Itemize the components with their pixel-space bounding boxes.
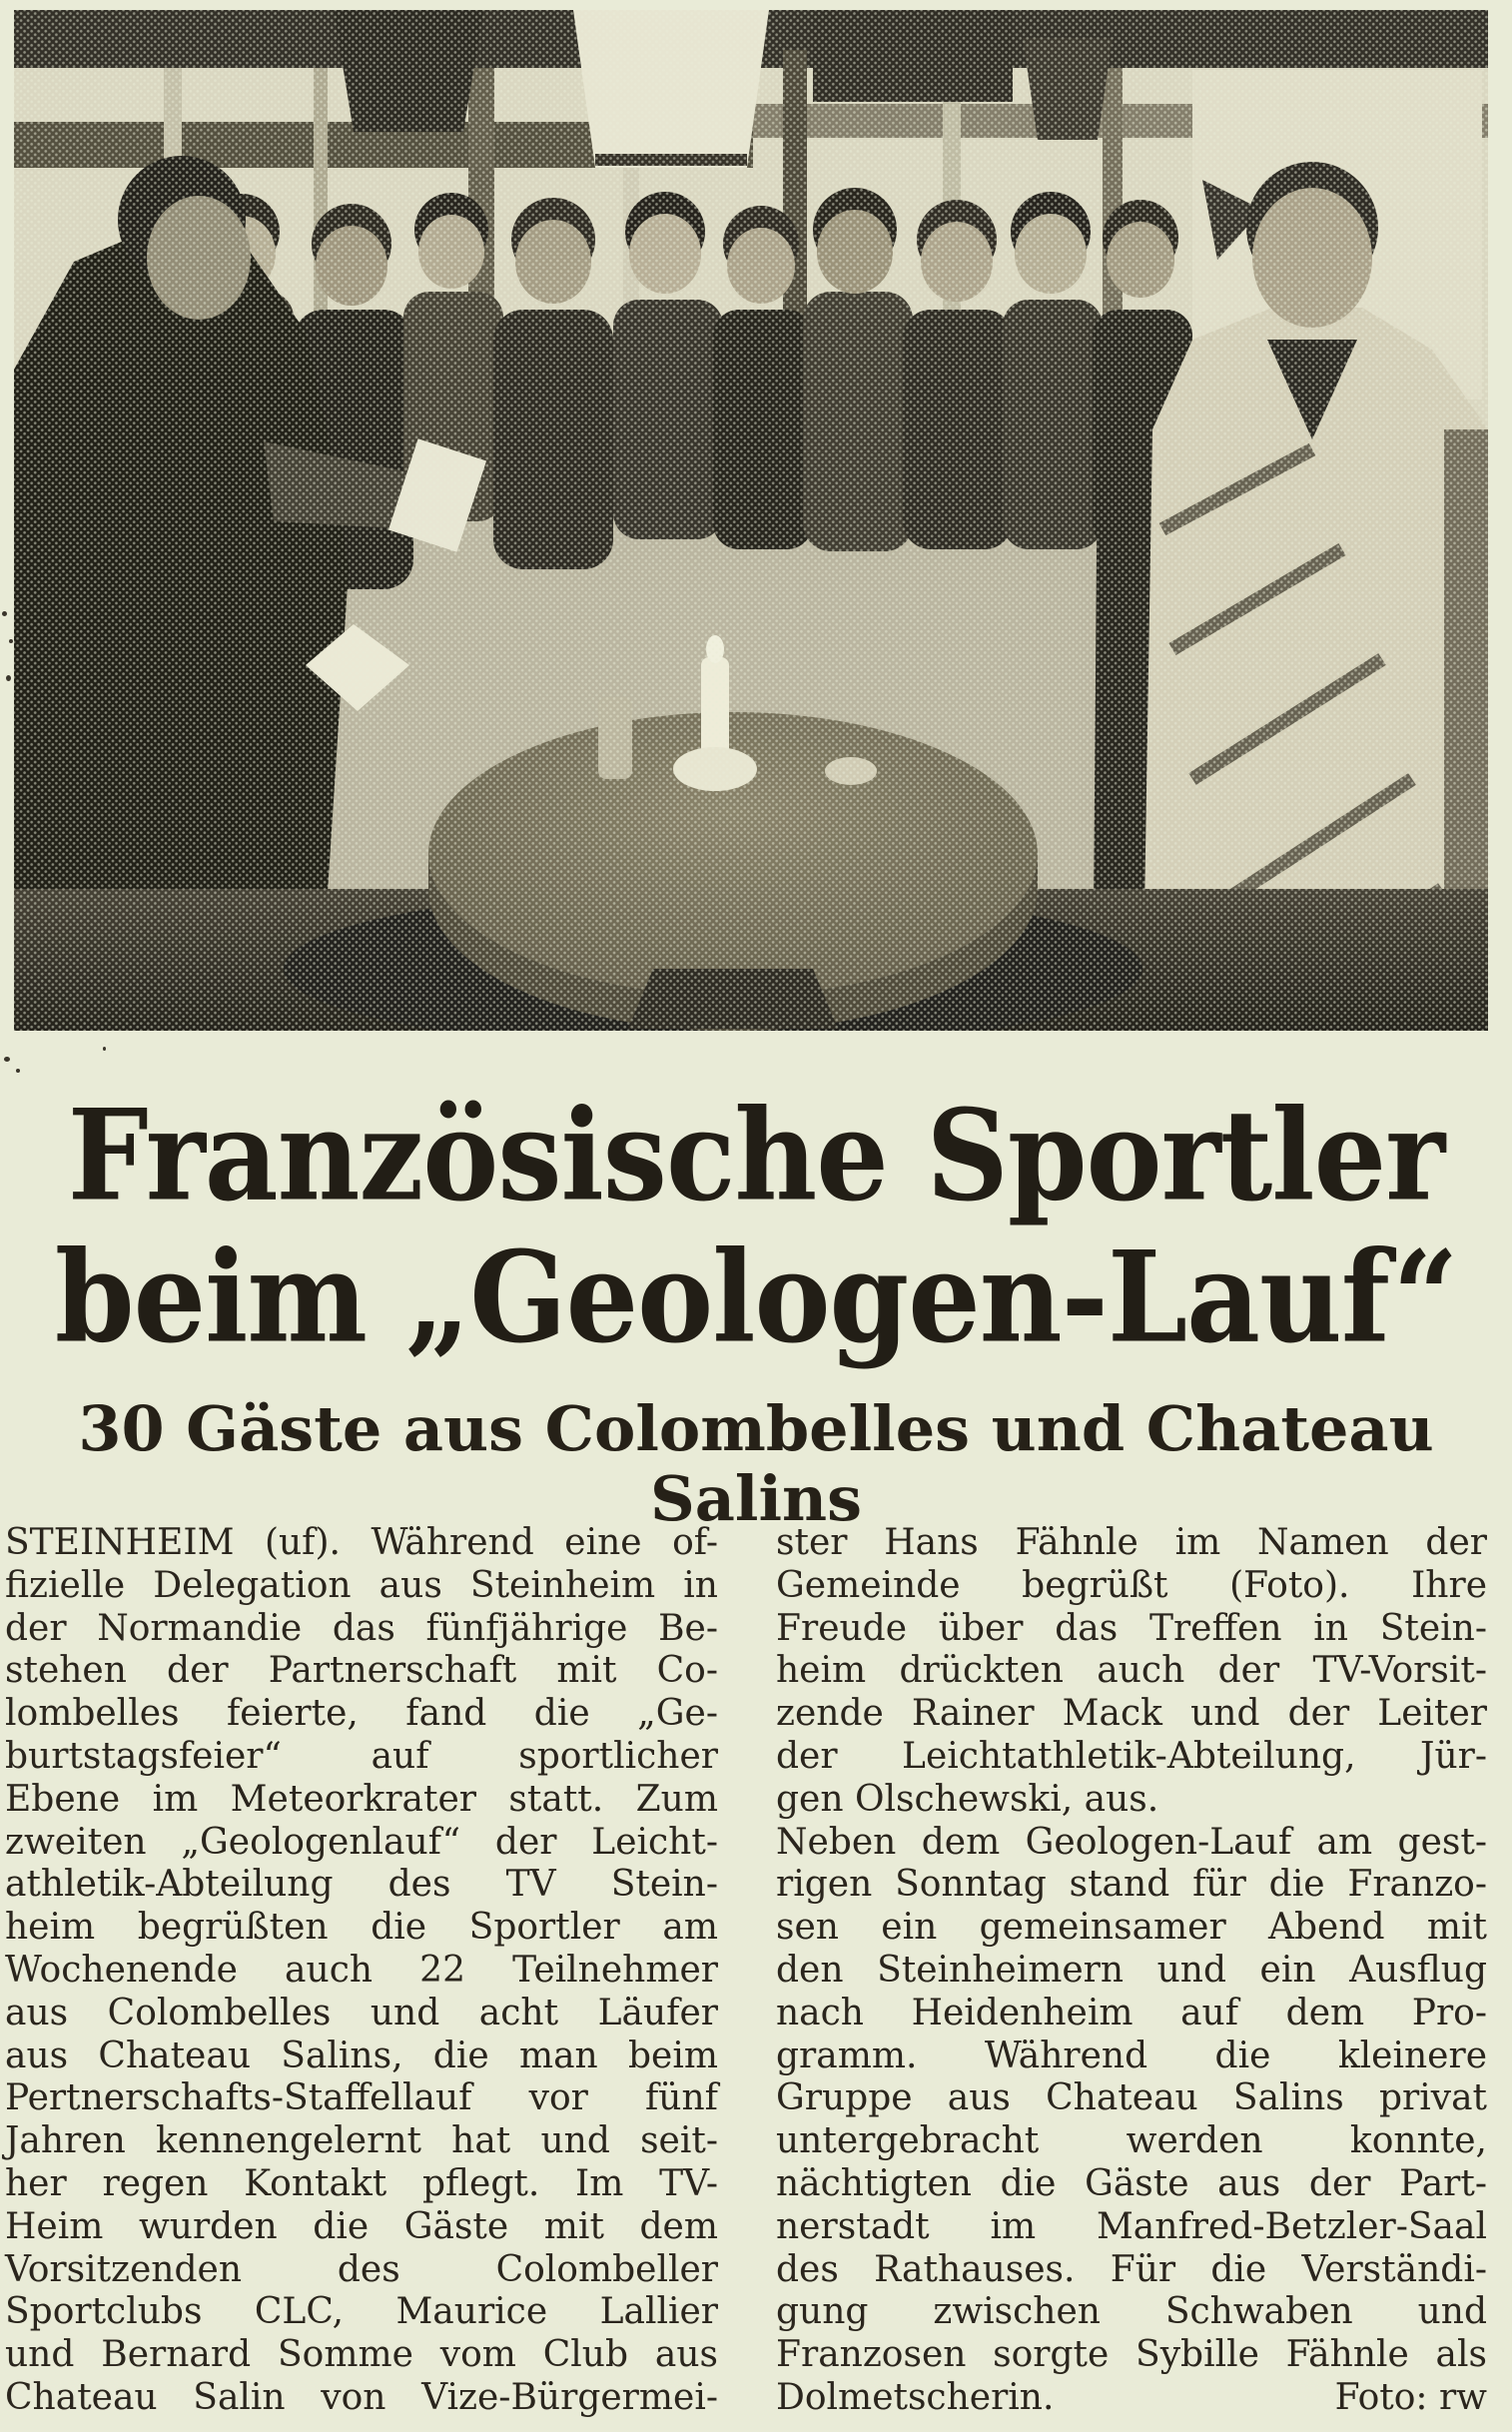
text-line: den Steinheimern und ein Ausflug xyxy=(776,1949,1487,1991)
text-line: Gemeinde begrüßt (Foto). Ihre xyxy=(776,1564,1487,1606)
text-line: athletik-Abteilung des TV Stein- xyxy=(5,1864,718,1906)
scan-speck xyxy=(9,639,13,643)
text-line: Neben dem Geologen-Lauf am gest- xyxy=(776,1821,1487,1863)
scan-speck xyxy=(16,1069,20,1073)
article-body xyxy=(5,1522,1487,2420)
text-line: sen ein gemeinsamer Abend mit xyxy=(776,1907,1487,1949)
text-fragment: Dolmetscherin. xyxy=(776,2376,1055,2418)
text-line: untergebracht werden konnte, xyxy=(776,2120,1487,2162)
photo-illustration xyxy=(14,10,1488,1031)
text-line: des Rathauses. Für die Verständi- xyxy=(776,2248,1487,2290)
text-line: heim drückten auch der TV-Vorsit- xyxy=(776,1650,1487,1692)
text-line: ster Hans Fähnle im Namen der xyxy=(776,1522,1487,1563)
article-photo xyxy=(14,10,1488,1031)
scan-speck xyxy=(6,675,11,681)
text-line: her regen Kontakt pflegt. Im TV- xyxy=(5,2162,718,2204)
text-line: stehen der Partnerschaft mit Co- xyxy=(5,1650,718,1692)
text-line: Chateau Salin von Vize-Bürgermei- xyxy=(5,2376,718,2418)
text-line: Jahren kennengelernt hat und seit- xyxy=(5,2120,718,2162)
text-line: lombelles feierte, fand die „Ge- xyxy=(5,1693,718,1735)
column-left xyxy=(5,1522,718,2420)
text-line: gung zwischen Schwaben und xyxy=(776,2291,1487,2333)
text-line: aus Colombelles und acht Läufer xyxy=(5,1992,718,2033)
text-line: der Leichtathletik-Abteilung, Jür- xyxy=(776,1735,1487,1777)
text-line: nächtigten die Gäste aus der Part- xyxy=(776,2162,1487,2204)
article-headline xyxy=(0,1081,1512,1370)
text-line: der Normandie das fünfjährige Be- xyxy=(5,1607,718,1649)
text-line: Vorsitzenden des Colombeller xyxy=(5,2248,718,2290)
text-line: heim begrüßten die Sportler am xyxy=(5,1907,718,1949)
headline-line-2: beim „Geologen-Lauf“ xyxy=(54,1222,1458,1370)
text-line: STEINHEIM (uf). Während eine of- xyxy=(5,1522,718,1563)
text-line: zende Rainer Mack und der Leiter xyxy=(776,1693,1487,1735)
text-line: rigen Sonntag stand für die Franzo- xyxy=(776,1864,1487,1906)
text-line: Wochenende auch 22 Teilnehmer xyxy=(5,1949,718,1991)
text-line: zweiten „Geologenlauf“ der Leicht- xyxy=(5,1821,718,1863)
text-line: Sportclubs CLC, Maurice Lallier xyxy=(5,2291,718,2333)
scan-speck xyxy=(103,1047,106,1051)
text-line: aus Chateau Salins, die man beim xyxy=(5,2034,718,2076)
column-right xyxy=(776,1522,1487,2420)
headline-line-1: Französische Sportler xyxy=(67,1081,1445,1229)
text-line: burtstagsfeier“ auf sportlicher xyxy=(5,1735,718,1777)
scan-speck xyxy=(2,611,7,616)
text-line: Gruppe aus Chateau Salins privat xyxy=(776,2077,1487,2119)
text-line: Ebene im Meteorkrater statt. Zum xyxy=(5,1778,718,1820)
text-line: Freude über das Treffen in Stein- xyxy=(776,1607,1487,1649)
text-line: nach Heidenheim auf dem Pro- xyxy=(776,1992,1487,2033)
text-line: und Bernard Somme vom Club aus xyxy=(5,2334,718,2376)
text-line xyxy=(776,2377,1487,2420)
text-line: gramm. Während die kleinere xyxy=(776,2034,1487,2076)
scan-speck xyxy=(4,1057,10,1062)
article-subheadline: 30 Gäste aus Colombelles und Chateau Salins xyxy=(78,1392,1434,1535)
photo-credit: Foto: rw xyxy=(1334,2376,1487,2418)
text-line: fizielle Delegation aus Steinheim in xyxy=(5,1564,718,1606)
text-line: nerstadt im Manfred-Betzler-Saal xyxy=(776,2205,1487,2247)
text-line: Pertnerschafts-Staffellauf vor fünf xyxy=(5,2077,718,2119)
paper-tint-overlay xyxy=(14,10,1488,1031)
text-line: Heim wurden die Gäste mit dem xyxy=(5,2205,718,2247)
text-line: gen Olschewski, aus. xyxy=(776,1778,1159,1820)
text-line: Franzosen sorgte Sybille Fähnle als xyxy=(776,2334,1487,2376)
